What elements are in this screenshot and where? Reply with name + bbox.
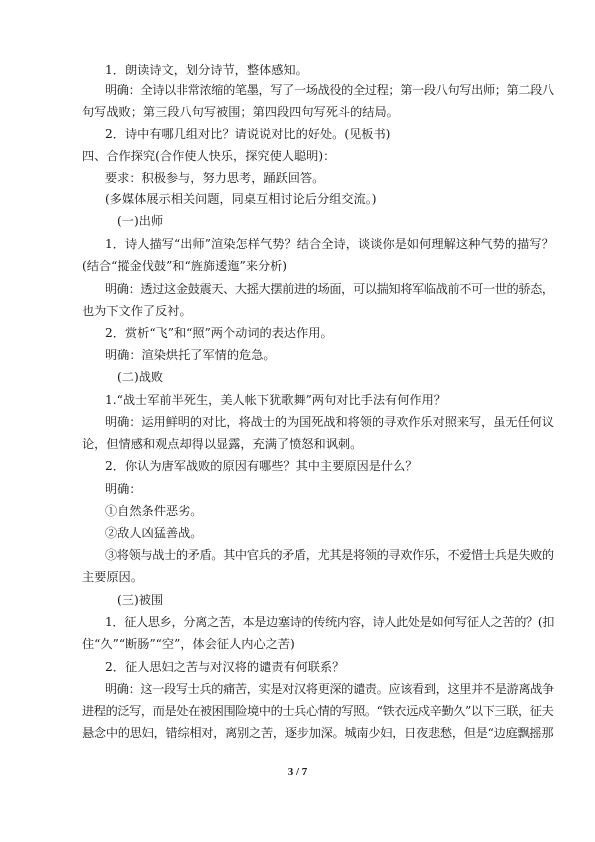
- text-line: (一)出师: [117, 214, 164, 228]
- text-line: ③将领与战士的矛盾。其中官兵的矛盾，尤其是将领的寻欢作乐，不爱惜士兵是失败的: [105, 548, 554, 562]
- text-line: 1．诗人描写“出师”渲染怎样气势？结合全诗，谈谈你是如何理解这种气势的描写？: [105, 237, 554, 251]
- text-line: 2．你认为唐军战败的原因有哪些？其中主要原因是什么？: [105, 459, 418, 473]
- text-line: 也为下文作了反衬。: [82, 304, 192, 318]
- text-line: 明确：这一段写士兵的痛苦，实是对汉将更深的谴责。应该看到，这里并不是游离战争: [105, 682, 554, 696]
- text-line: 明确：渲染烘托了军情的危急。: [105, 348, 276, 362]
- text-line: 论，但情感和观点却得以显露，充满了愤怒和讽刺。: [82, 437, 363, 451]
- text-line: 1．征人思乡，分离之苦，本是边塞诗的传统内容，诗人此处是如何写征人之苦的？(扣: [105, 615, 555, 629]
- text-line: 明确：: [105, 482, 142, 496]
- text-line: 2．诗中有哪几组对比？请说说对比的好处。(见板书): [105, 127, 391, 141]
- text-line: 1．朗读诗文，划分诗节，整体感知。: [105, 63, 308, 77]
- text-line: 进程的泛写，而是处在被困围险境中的士兵心情的写照。“铁衣远戍辛勤久”以下三联，征夫: [82, 704, 554, 718]
- text-line: 四、合作探究(合作使人快乐，探究使人聪明)：: [82, 149, 336, 163]
- text-line: 1.“战士军前半死生，美人帐下犹歌舞”两句对比手法有何作用？: [105, 393, 446, 407]
- text-line: 明确：运用鲜明的对比，将战士的为国死战和将领的寻欢作乐对照来写，虽无任何议: [105, 415, 554, 429]
- text-line: 明确：透过这金鼓震天、大摇大摆前进的场面，可以揣知将军临战前不可一世的骄态，: [105, 282, 554, 296]
- text-line: ①自然条件恶劣。: [105, 504, 203, 518]
- text-line: 要求：积极参与，努力思考，踊跃回答。: [105, 171, 325, 185]
- text-line: (多媒体展示相关问题，同桌互相讨论后分组交流。): [105, 192, 377, 206]
- page-number: 3 / 7: [287, 766, 308, 778]
- text-line: 句写战败；第三段八句写被围；第四段四句写死斗的结局。: [82, 105, 399, 119]
- text-line: (结合“摐金伐鼓”和“旌旆逶迤”来分析): [82, 259, 288, 273]
- text-line: 2．赏析“飞”和“照”两个动词的表达作用。: [105, 326, 333, 340]
- text-line: (二)战败: [117, 370, 164, 384]
- text-line: 明确：全诗以非常浓缩的笔墨，写了一场战役的全过程；第一段八句写出师；第二段八: [105, 83, 554, 97]
- text-line: 悬念中的思妇，错综相对，离别之苦，逐步加深。城南少妇，日夜悲愁，但是“边庭飘摇那: [82, 726, 554, 740]
- text-line: 主要原因。: [82, 570, 143, 584]
- text-line: 2．征人思妇之苦与对汉将的谴责有何联系？: [105, 660, 345, 674]
- text-line: ②敌人凶猛善战。: [105, 526, 203, 540]
- text-line: 住“久”“断肠”“空”，体会征人内心之苦): [82, 637, 295, 651]
- text-line: (三)被围: [117, 593, 164, 607]
